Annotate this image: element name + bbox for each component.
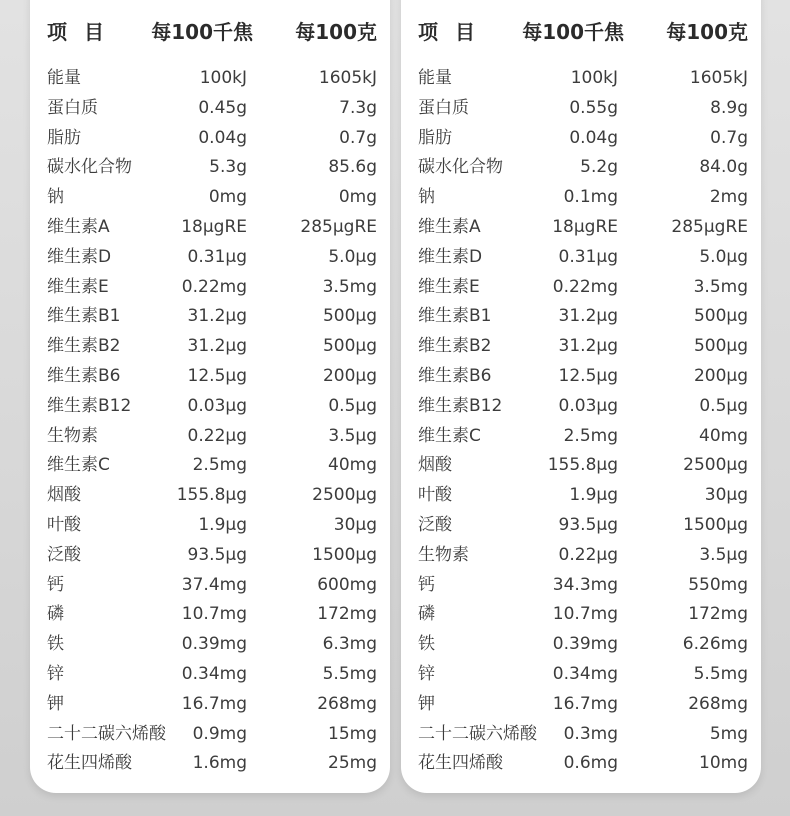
nutrition-table-right [401, 0, 761, 793]
table-row [401, 64, 761, 94]
nutrient-name: 维生素B12 [418, 395, 503, 416]
value-per-100g: 200μg [322, 366, 377, 386]
value-per-100kj: 0.39mg [181, 634, 247, 655]
value-per-100g: 268mg [688, 693, 748, 714]
table-row [401, 720, 761, 750]
nutrient-name: 维生素A [47, 217, 110, 237]
table-row [401, 511, 761, 541]
table-row [30, 511, 390, 541]
table-row [30, 660, 390, 690]
nutrient-name: 维生素B6 [418, 366, 492, 386]
table-row [30, 600, 390, 630]
value-per-100kj: 0.3mg [563, 723, 618, 744]
table-row [30, 332, 390, 362]
value-per-100g: 285μgRE [671, 217, 748, 237]
value-per-100g: 285μgRE [300, 217, 377, 237]
table-row [30, 749, 390, 779]
nutrient-name: 维生素C [418, 425, 481, 446]
header-item: 项 目 [418, 20, 480, 44]
table-row [401, 630, 761, 660]
nutrient-name: 维生素B12 [47, 395, 132, 416]
value-per-100g: 30μg [333, 515, 377, 535]
table-row [30, 720, 390, 750]
nutrient-name: 维生素C [47, 455, 110, 476]
value-per-100g: 40mg [328, 455, 377, 476]
value-per-100kj: 16.7mg [181, 693, 247, 714]
value-per-100g: 0.7g [710, 127, 748, 148]
value-per-100kj: 0.31μg [187, 246, 247, 267]
table-row [401, 94, 761, 124]
table-row [30, 153, 390, 183]
value-per-100kj: 12.5μg [558, 366, 618, 386]
value-per-100g: 5.5mg [322, 664, 377, 684]
table-row [401, 571, 761, 601]
table-header [30, 16, 390, 48]
nutrient-name: 磷 [47, 604, 64, 625]
value-per-100kj: 93.5μg [187, 544, 247, 565]
nutrient-name: 二十二碳六烯酸 [418, 723, 537, 744]
value-per-100g: 8.9g [710, 97, 748, 118]
table-row [401, 451, 761, 481]
nutrient-name: 维生素E [418, 276, 480, 297]
value-per-100kj: 0.55g [569, 97, 618, 118]
nutrient-name: 维生素B2 [418, 336, 492, 357]
table-row [30, 243, 390, 273]
value-per-100kj: 10.7mg [552, 604, 618, 625]
table-row [401, 660, 761, 690]
table-row [30, 541, 390, 571]
value-per-100g: 268mg [317, 693, 377, 714]
value-per-100g: 550mg [688, 574, 748, 595]
value-per-100kj: 31.2μg [187, 306, 247, 327]
header-per-100g: 每100克 [295, 20, 377, 44]
nutrient-name: 二十二碳六烯酸 [47, 723, 166, 744]
nutrient-name: 脂肪 [47, 127, 81, 148]
table-row [401, 124, 761, 154]
value-per-100g: 0.5μg [328, 395, 377, 416]
value-per-100g: 7.3g [339, 97, 377, 118]
table-row [401, 541, 761, 571]
value-per-100g: 3.5μg [699, 544, 748, 565]
nutrient-name: 碳水化合物 [47, 157, 132, 178]
value-per-100g: 30μg [704, 485, 748, 506]
value-per-100g: 3.5μg [328, 425, 377, 446]
nutrient-name: 蛋白质 [418, 97, 469, 118]
value-per-100kj: 155.8μg [176, 485, 247, 506]
nutrient-name: 维生素D [418, 246, 483, 267]
nutrient-name: 钾 [418, 693, 435, 714]
value-per-100kj: 93.5μg [558, 515, 618, 535]
value-per-100kj: 34.3mg [552, 574, 618, 595]
table-row [30, 690, 390, 720]
value-per-100g: 500μg [693, 336, 748, 357]
nutrient-name: 维生素B2 [47, 336, 121, 357]
value-per-100g: 3.5mg [693, 276, 748, 297]
value-per-100kj: 0.45g [198, 97, 247, 118]
value-per-100g: 172mg [317, 604, 377, 625]
value-per-100g: 5.0μg [328, 246, 377, 267]
value-per-100kj: 16.7mg [552, 693, 618, 714]
nutrient-name: 能量 [47, 68, 81, 88]
value-per-100g: 172mg [688, 604, 748, 625]
nutrition-table-left [30, 0, 390, 793]
table-row [401, 153, 761, 183]
table-row [401, 332, 761, 362]
value-per-100kj: 1.6mg [192, 753, 247, 774]
value-per-100kj: 0.6mg [563, 753, 618, 774]
value-per-100kj: 0.03μg [558, 395, 618, 416]
table-row [401, 392, 761, 422]
value-per-100g: 200μg [693, 366, 748, 386]
value-per-100kj: 31.2μg [558, 306, 618, 327]
value-per-100g: 600mg [317, 574, 377, 595]
nutrient-name: 生物素 [418, 544, 469, 565]
table-row [401, 213, 761, 243]
table-row [401, 362, 761, 392]
value-per-100g: 5.5mg [693, 664, 748, 684]
value-per-100kj: 0.34mg [181, 664, 247, 684]
table-row [401, 690, 761, 720]
value-per-100kj: 0.22mg [552, 276, 618, 297]
nutrient-name: 生物素 [47, 425, 98, 446]
value-per-100g: 1500μg [312, 544, 377, 565]
nutrient-name: 维生素B6 [47, 366, 121, 386]
nutrient-name: 碳水化合物 [418, 157, 503, 178]
header-item: 项 目 [47, 20, 109, 44]
value-per-100kj: 18μgRE [552, 217, 618, 237]
value-per-100g: 500μg [693, 306, 748, 327]
value-per-100g: 40mg [699, 425, 748, 446]
value-per-100g: 3.5mg [322, 276, 377, 297]
nutrient-name: 泛酸 [47, 544, 81, 565]
table-row [30, 94, 390, 124]
nutrient-name: 维生素A [418, 217, 481, 237]
value-per-100g: 5.0μg [699, 246, 748, 267]
value-per-100kj: 0.04g [198, 127, 247, 148]
value-per-100g: 1500μg [683, 515, 748, 535]
value-per-100kj: 0mg [208, 187, 247, 208]
table-row [30, 481, 390, 511]
value-per-100g: 0.5μg [699, 395, 748, 416]
nutrient-name: 花生四烯酸 [418, 753, 503, 774]
value-per-100kj: 1.9μg [198, 515, 247, 535]
value-per-100kj: 0.22mg [181, 276, 247, 297]
value-per-100g: 10mg [699, 753, 748, 774]
value-per-100kj: 1.9μg [569, 485, 618, 506]
value-per-100kj: 100kJ [570, 68, 618, 88]
table-row [30, 124, 390, 154]
nutrient-name: 钠 [47, 187, 64, 208]
value-per-100kj: 31.2μg [558, 336, 618, 357]
table-row [30, 571, 390, 601]
value-per-100g: 0mg [338, 187, 377, 208]
value-per-100kj: 155.8μg [547, 455, 618, 476]
table-row [30, 630, 390, 660]
nutrient-name: 钙 [47, 574, 64, 595]
nutrient-name: 钙 [418, 574, 435, 595]
table-row [30, 183, 390, 213]
value-per-100kj: 0.04g [569, 127, 618, 148]
value-per-100kj: 0.1mg [563, 187, 618, 208]
nutrient-name: 钠 [418, 187, 435, 208]
header-per-100g: 每100克 [666, 20, 748, 44]
value-per-100g: 500μg [322, 306, 377, 327]
value-per-100kj: 0.22μg [558, 544, 618, 565]
value-per-100g: 84.0g [699, 157, 748, 178]
value-per-100g: 6.3mg [322, 634, 377, 655]
nutrient-name: 维生素B1 [47, 306, 121, 327]
table-row [401, 600, 761, 630]
value-per-100g: 1605kJ [689, 68, 748, 88]
value-per-100kj: 37.4mg [181, 574, 247, 595]
value-per-100kj: 10.7mg [181, 604, 247, 625]
table-row [30, 392, 390, 422]
value-per-100kj: 0.39mg [552, 634, 618, 655]
nutrient-name: 花生四烯酸 [47, 753, 132, 774]
value-per-100kj: 31.2μg [187, 336, 247, 357]
table-row [401, 243, 761, 273]
table-row [401, 481, 761, 511]
table-row [401, 273, 761, 303]
value-per-100g: 85.6g [328, 157, 377, 178]
table-row [401, 749, 761, 779]
nutrient-name: 维生素E [47, 276, 109, 297]
nutrient-name: 磷 [418, 604, 435, 625]
table-row [30, 362, 390, 392]
value-per-100g: 2500μg [683, 455, 748, 476]
header-per-100kj: 每100千焦 [151, 20, 253, 44]
value-per-100kj: 0.31μg [558, 246, 618, 267]
table-row [30, 422, 390, 452]
value-per-100kj: 0.03μg [187, 395, 247, 416]
nutrient-name: 叶酸 [418, 485, 452, 506]
value-per-100kj: 18μgRE [181, 217, 247, 237]
value-per-100g: 15mg [328, 723, 377, 744]
nutrient-name: 维生素B1 [418, 306, 492, 327]
value-per-100kj: 12.5μg [187, 366, 247, 386]
table-row [30, 451, 390, 481]
nutrient-name: 维生素D [47, 246, 112, 267]
table-row [30, 213, 390, 243]
table-row [30, 302, 390, 332]
nutrient-name: 锌 [418, 664, 435, 684]
table-header [401, 16, 761, 48]
value-per-100g: 1605kJ [318, 68, 377, 88]
value-per-100g: 2500μg [312, 485, 377, 506]
nutrient-name: 锌 [47, 664, 64, 684]
value-per-100kj: 100kJ [199, 68, 247, 88]
nutrient-name: 烟酸 [418, 455, 452, 476]
nutrient-name: 能量 [418, 68, 452, 88]
value-per-100kj: 0.9mg [192, 723, 247, 744]
nutrient-name: 钾 [47, 693, 64, 714]
value-per-100g: 500μg [322, 336, 377, 357]
table-row [30, 273, 390, 303]
value-per-100g: 25mg [328, 753, 377, 774]
value-per-100g: 5mg [709, 723, 748, 744]
header-per-100kj: 每100千焦 [522, 20, 624, 44]
nutrient-name: 叶酸 [47, 515, 81, 535]
value-per-100kj: 2.5mg [563, 425, 618, 446]
value-per-100kj: 0.22μg [187, 425, 247, 446]
nutrient-name: 脂肪 [418, 127, 452, 148]
table-row [401, 422, 761, 452]
value-per-100kj: 5.3g [209, 157, 247, 178]
value-per-100g: 0.7g [339, 127, 377, 148]
table-row [401, 302, 761, 332]
value-per-100g: 6.26mg [682, 634, 748, 655]
value-per-100g: 2mg [709, 187, 748, 208]
table-row [401, 183, 761, 213]
nutrient-name: 铁 [418, 634, 435, 655]
nutrient-name: 烟酸 [47, 485, 81, 506]
nutrient-name: 铁 [47, 634, 64, 655]
value-per-100kj: 5.2g [580, 157, 618, 178]
value-per-100kj: 2.5mg [192, 455, 247, 476]
value-per-100kj: 0.34mg [552, 664, 618, 684]
nutrient-name: 蛋白质 [47, 97, 98, 118]
table-row [30, 64, 390, 94]
nutrient-name: 泛酸 [418, 515, 452, 535]
